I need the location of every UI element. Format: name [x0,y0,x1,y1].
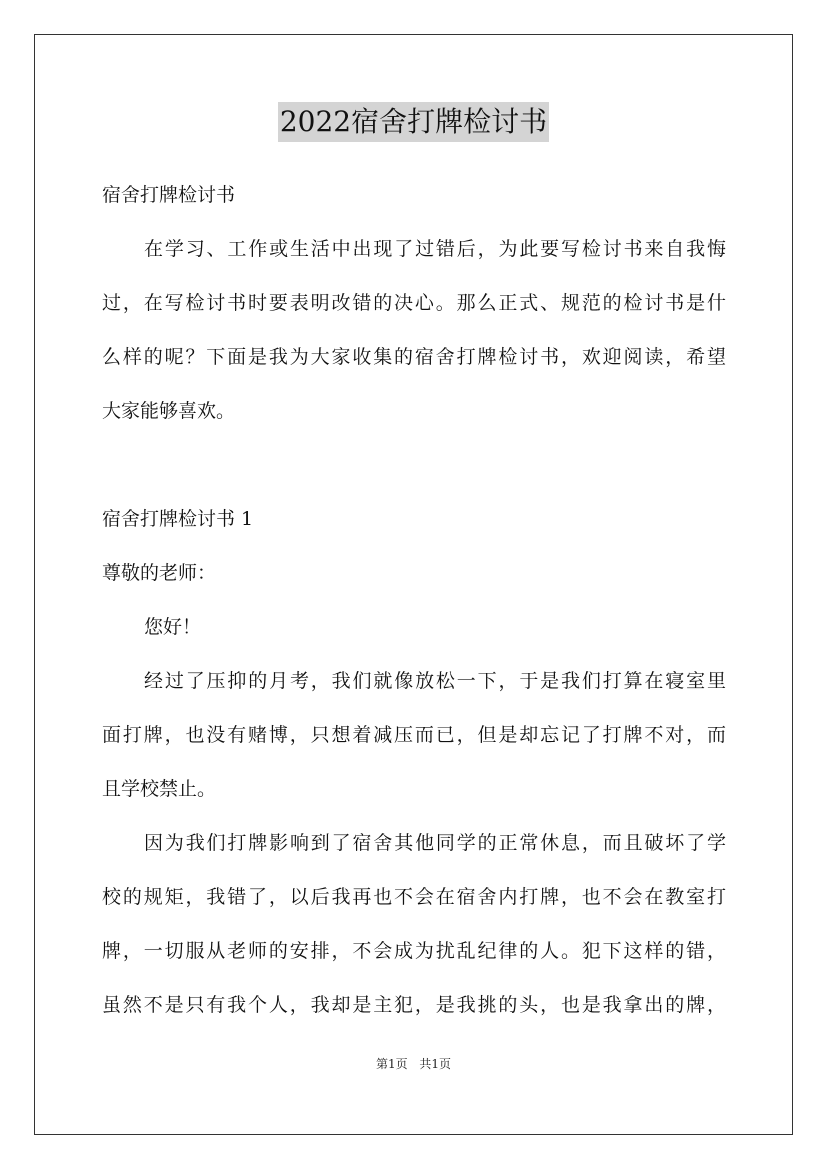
salutation: 尊敬的老师： [102,562,217,584]
blank-line [102,438,726,492]
document-body [102,168,726,1032]
paragraph-line: 经过了压抑的月考，我们就像放松一下，于是我们打算在寝室里 [144,670,726,692]
title-container [0,102,827,142]
document-title: 2022宿舍打牌检讨书 [278,102,549,142]
paragraph-line: 牌，一切服从老师的安排，不会成为扰乱纪律的人。犯下这样的错， [102,940,726,962]
page-count: 共1页 [419,1057,452,1071]
paragraph-line: 因为我们打牌影响到了宿舍其他同学的正常休息，而且破坏了学 [144,832,726,854]
greeting: 您好！ [144,616,202,638]
section-heading: 宿舍打牌检讨书 [102,184,236,206]
paragraph-line: 大家能够喜欢。 [102,400,236,422]
page-footer [0,1055,827,1073]
paragraph-line: 么样的呢？下面是我为大家收集的宿舍打牌检讨书，欢迎阅读，希望 [102,346,726,368]
section-heading: 宿舍打牌检讨书 1 [102,508,254,530]
paragraph-line: 校的规矩，我错了，以后我再也不会在宿舍内打牌，也不会在教室打 [102,886,726,908]
paragraph-line: 过，在写检讨书时要表明改错的决心。那么正式、规范的检讨书是什 [102,292,726,314]
page-number: 第1页 [375,1057,408,1071]
paragraph-line: 面打牌，也没有赌博，只想着减压而已，但是却忘记了打牌不对，而 [102,724,726,746]
paragraph-line: 且学校禁止。 [102,778,217,800]
paragraph-line: 虽然不是只有我个人，我却是主犯，是我挑的头，也是我拿出的牌， [102,994,726,1016]
paragraph-line: 在学习、工作或生活中出现了过错后，为此要写检讨书来自我悔 [144,238,726,260]
